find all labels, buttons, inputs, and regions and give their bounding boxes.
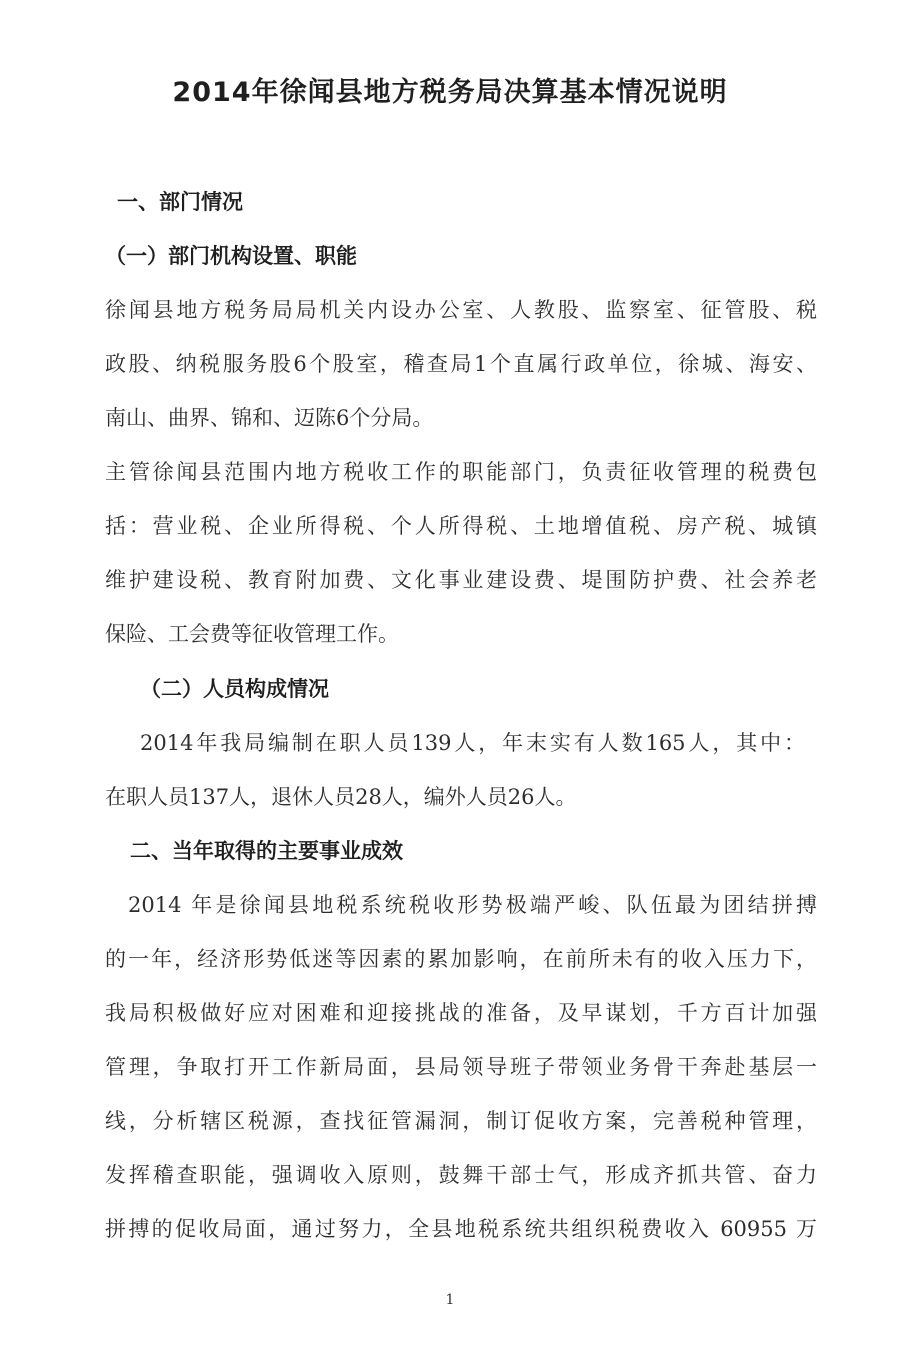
paragraph-line: 在职人员137人，退休人员28人，编外人员26人。: [105, 785, 577, 809]
paragraph-line: 拼搏的促收局面，通过努力，全县地税系统共组织税费收入 60955 万: [105, 1217, 817, 1241]
subsection-heading-staff: （二）人员构成情况: [140, 677, 329, 701]
page-number: 1: [445, 1292, 455, 1308]
paragraph-line: 保险、工会费等征收管理工作。: [105, 622, 399, 646]
subsection-heading-structure: （一）部门机构设置、职能: [105, 244, 357, 268]
paragraph-line: 政股、纳税服务股6个股室，稽查局1个直属行政单位，徐城、海安、: [105, 352, 817, 376]
paragraph-line: 南山、曲界、锦和、迈陈6个分局。: [105, 406, 434, 430]
document-title: 2014年徐闻县地方税务局决算基本情况说明: [172, 77, 728, 108]
paragraph-line: 线，分析辖区税源，查找征管漏洞，制订促收方案，完善税种管理，: [105, 1109, 817, 1133]
paragraph-line: 的一年，经济形势低迷等因素的累加影响，在前所未有的收入压力下，: [105, 947, 817, 971]
paragraph-line: 括：营业税、企业所得税、个人所得税、土地增值税、房产税、城镇: [105, 514, 817, 538]
paragraph-line: 我局积极做好应对困难和迎接挑战的准备，及早谋划，千方百计加强: [105, 1001, 817, 1025]
section-heading-achievements: 二、当年取得的主要事业成效: [130, 839, 403, 863]
paragraph-line: 2014年我局编制在职人员139人，年末实有人数165人，其中：: [140, 731, 805, 755]
paragraph-line: 2014 年是徐闻县地税系统税收形势极端严峻、队伍最为团结拼搏: [128, 893, 817, 917]
section-heading-department: 一、部门情况: [117, 190, 243, 214]
paragraph-line: 主管徐闻县范围内地方税收工作的职能部门，负责征收管理的税费包: [105, 460, 817, 484]
paragraph-line: 徐闻县地方税务局局机关内设办公室、人教股、监察室、征管股、税: [105, 298, 817, 322]
paragraph-line: 管理，争取打开工作新局面，县局领导班子带领业务骨干奔赴基层一: [105, 1055, 817, 1079]
paragraph-line: 维护建设税、教育附加费、文化事业建设费、堤围防护费、社会养老: [105, 568, 817, 592]
paragraph-line: 发挥稽查职能，强调收入原则，鼓舞干部士气，形成齐抓共管、奋力: [105, 1163, 817, 1187]
